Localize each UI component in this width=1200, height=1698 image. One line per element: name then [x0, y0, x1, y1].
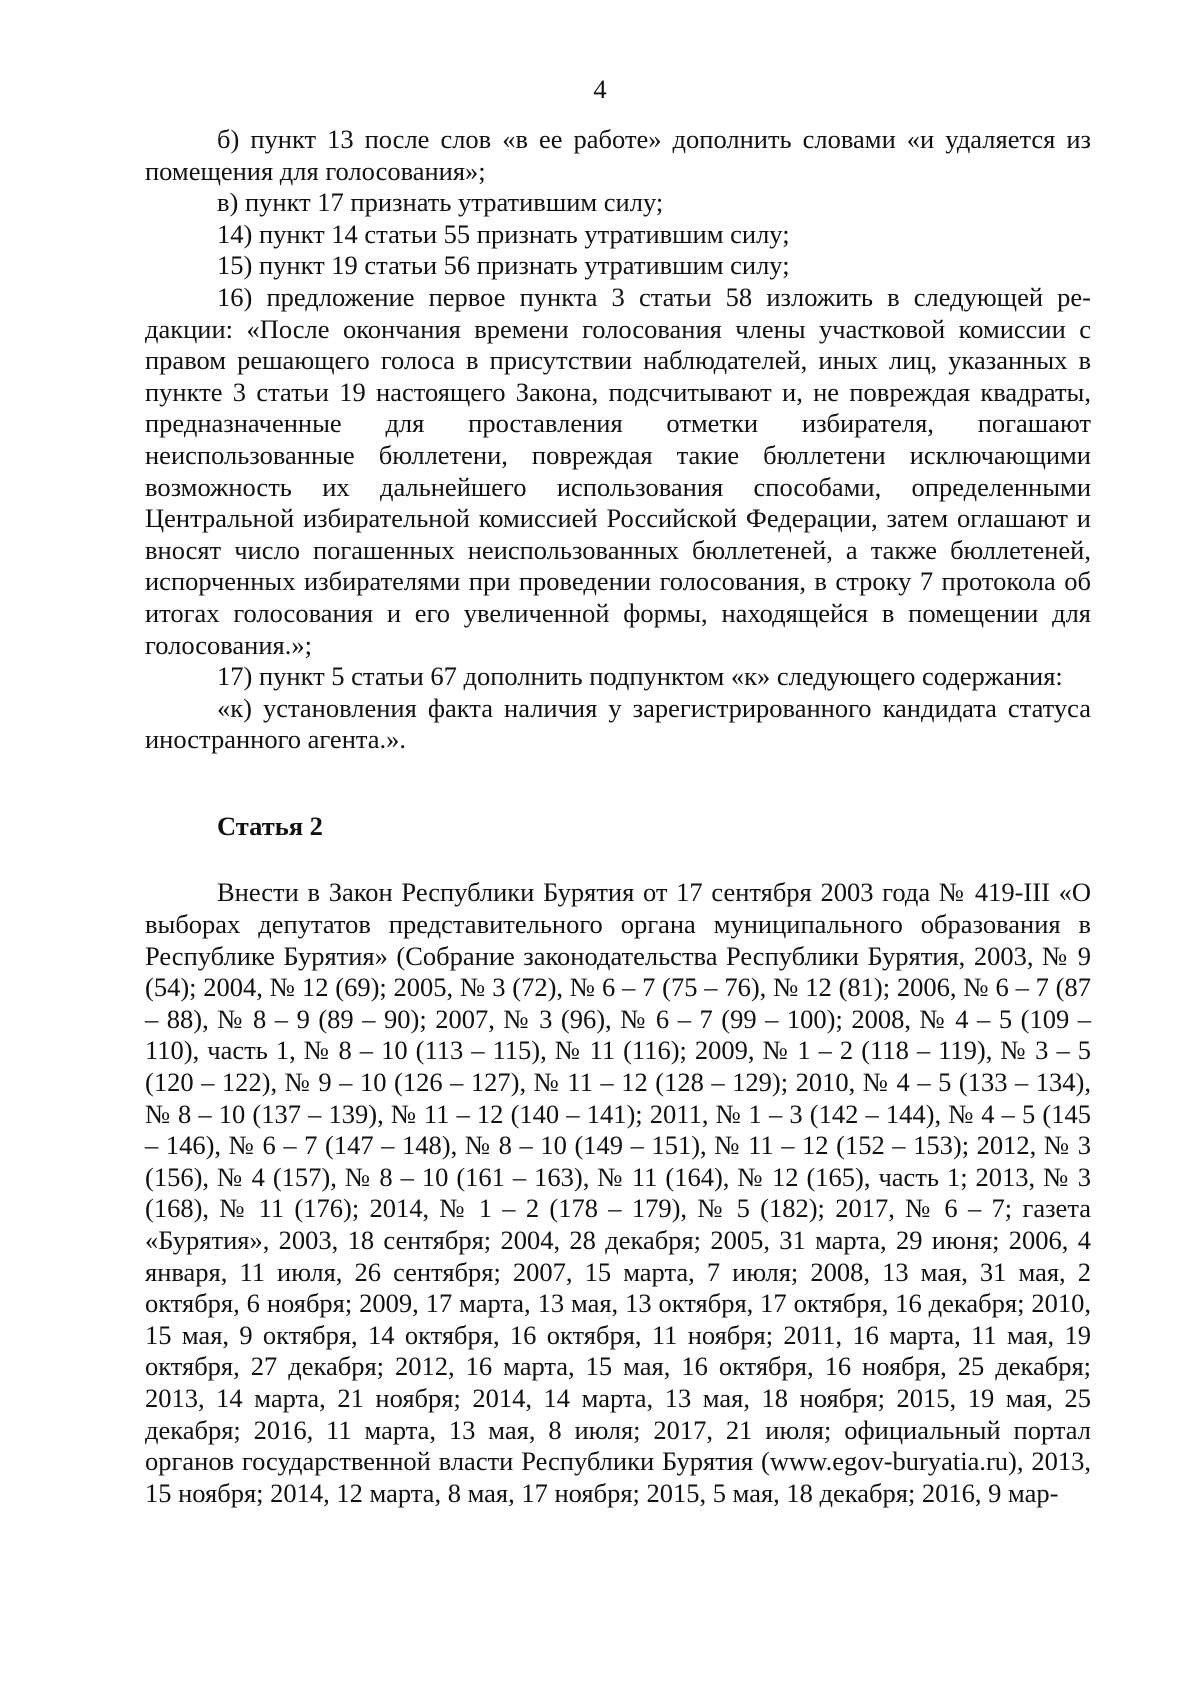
spacer: [145, 756, 1091, 778]
amendment-item-b: б) пункт 13 после слов «в ее работе» дополнить словами «и удаляется из помещения для голосования»;: [145, 124, 1091, 186]
document-body: [145, 124, 1091, 1509]
page-number: 4: [593, 74, 607, 104]
amendment-item-v: в) пункт 17 признать утратившим силу;: [217, 187, 664, 218]
amendment-item-16: 16) предложение первое пункта 3 статьи 58 изложить в следующей редакции: «После окончания времени голосования члены участковой комиссии с правом решающего голоса в присутствии наблюдателей, иных лиц, указанных в пункте 3 статьи 19 настоящего Закона, подсчитывают и, не повреждая квадраты, предназначенные для проставления отметки избирателя, погашают неиспользованные бюллетени, повреждая такие бюллетени исключающими возможность их дальнейшего использования способами, определенными Центральной избирательной комиссией Российской Федерации, затем оглашают и вносят число погашенных неиспользованных бюллетеней, а также бюллетеней, испорченных избирателями при проведении голосования, в строку 7 протокола об итогах голосования и его увеличенной формы, находящейся в помещении для голосования.»;: [145, 281, 1091, 660]
amendment-subitem-k: «к) установления факта наличия у зарегистрированного кандидата статуса иностранного агента.».: [145, 692, 1091, 755]
article-2-paragraph: Внести в Закон Республики Бурятия от 17 сентября 2003 года № 419-III «О выборах депутатов представительного органа муниципального образования в Республике Бурятия» (Собрание законодательства Республики Бурятия, 2003, № 9 (54); 2004, № 12 (69); 2005, № 3 (72), № 6 – 7 (75 – 76), № 12 (81); 2006, № 6 – 7 (87 – 88), № 8 – 9 (89 – 90); 2007, № 3 (96), № 6 – 7 (99 – 100); 2008, № 4 – 5 (109 – 110), часть 1, № 8 – 10 (113 – 115), № 11 (116); 2009, № 1 – 2 (118 – 119), № 3 – 5 (120 – 122), № 9 – 10 (126 – 127), № 11 – 12 (128 – 129); 2010, № 4 – 5 (133 – 134), № 8 – 10 (137 – 139), № 11 – 12 (140 – 141); 2011, № 1 – 3 (142 – 144), № 4 – 5 (145 – 146), № 6 – 7 (147 – 148), № 8 – 10 (149 – 151), № 11 – 12 (152 – 153); 2012, № 3 (156), № 4 (157), № 8 – 10 (161 – 163), № 11 (164), № 12 (165), часть 1; 2013, № 3 (168), № 11 (176); 2014, № 1 – 2 (178 – 179), № 5 (182); 2017, № 6 – 7; газета «Бурятия», 2003, 18 сентября; 2004, 28 декабря; 2005, 31 марта, 29 июня; 2006, 4 января, 11 июля, 26 сентября; 2007, 15 марта, 7 июля; 2008, 13 мая, 31 мая, 2 октября, 6 ноября; 2009, 17 марта, 13 мая, 13 октября, 17 октября, 16 декабря; 2010, 15 мая, 9 октября, 14 октября, 16 октября, 11 ноября; 2011, 16 марта, 11 мая, 19 октября, 27 декабря; 2012, 16 марта, 15 мая, 16 октября, 16 ноября, 25 декабря; 2013, 14 марта, 21 ноября; 2014, 14 марта, 13 мая, 18 ноября; 2015, 19 мая, 25 декабря; 2016, 11 марта, 13 мая, 8 июля; 2017, 21 июля; официальный портал органов государственной власти Республики Бурятия (www.egov-buryatia.ru), 2013, 15 ноября; 2014, 12 марта, 8 мая, 17 ноября; 2015, 5 мая, 18 декабря; 2016, 9 мар-: [145, 877, 1091, 1508]
amendment-item-17: 17) пункт 5 статьи 67 дополнить подпунктом «к» следующего содержания:: [217, 661, 1063, 692]
article-heading: Статья 2: [217, 810, 323, 841]
amendment-item-15: 15) пункт 19 статьи 56 признать утратившим силу;: [217, 250, 790, 281]
amendment-item-14: 14) пункт 14 статьи 55 признать утратившим силу;: [217, 218, 790, 249]
